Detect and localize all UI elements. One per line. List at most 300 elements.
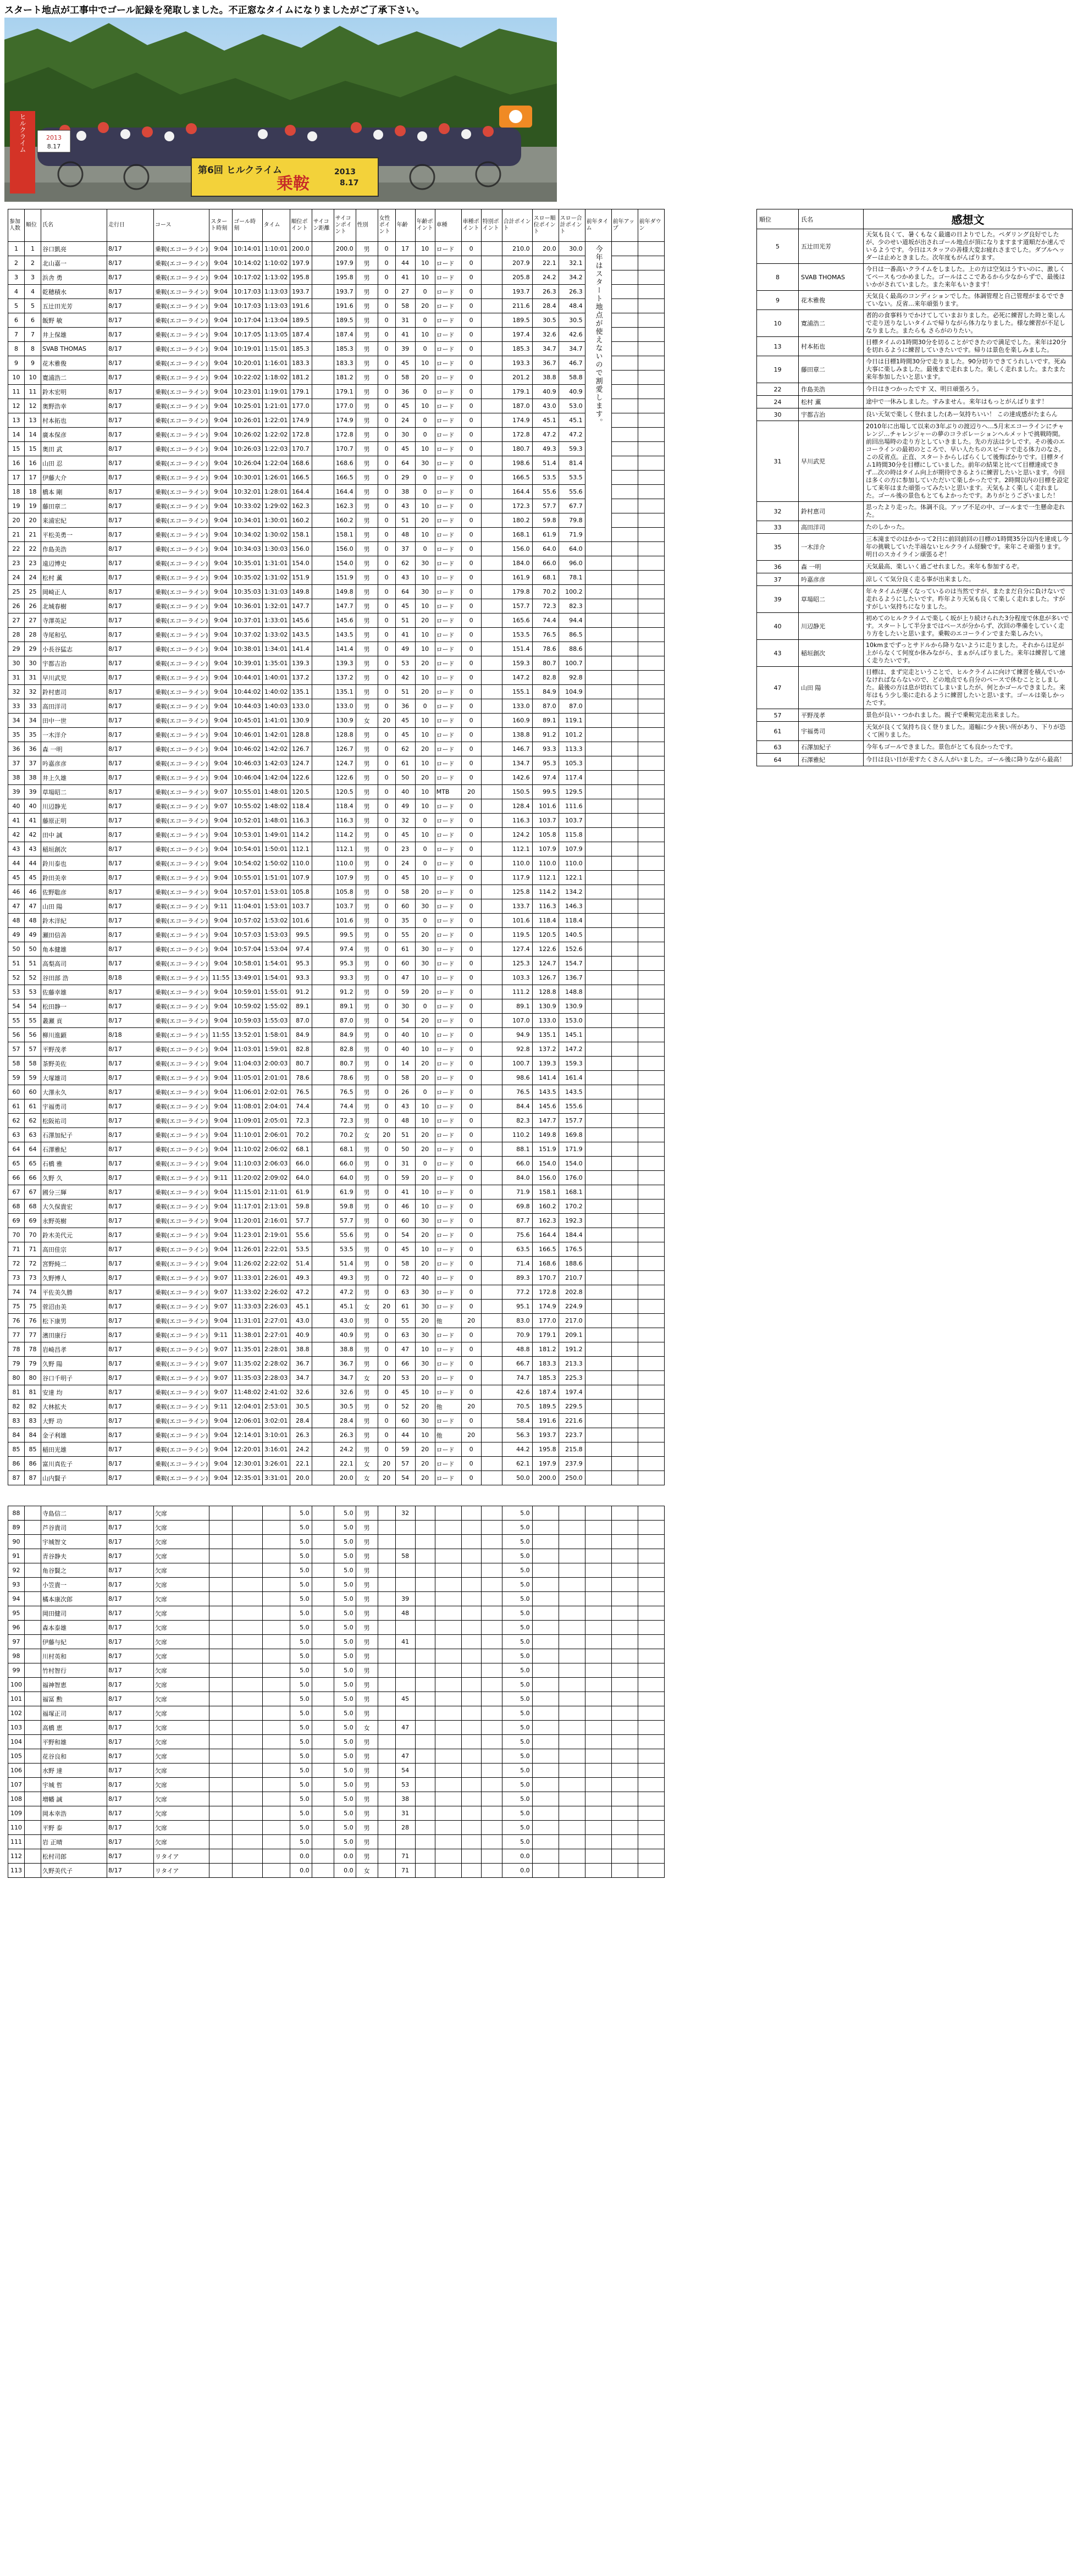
result-cell [585,1749,611,1764]
result-cell: 80.7 [334,1057,356,1071]
result-cell [262,1678,290,1692]
result-cell: 水野 達 [41,1764,107,1778]
result-cell: 195.8 [290,270,312,285]
result-cell [378,1864,395,1878]
result-cell [481,856,502,871]
result-cell [611,1142,638,1157]
result-cell: 41 [395,628,415,642]
result-cell: 8/17 [107,1271,154,1285]
result-cell [481,1506,502,1521]
result-cell [638,1506,664,1521]
result-cell [585,685,611,699]
result-cell [25,1749,41,1764]
result-cell [395,1706,415,1721]
result-cell [312,671,334,685]
result-cell [312,1414,334,1428]
result-cell: 40.9 [532,385,559,399]
result-cell: 男 [356,399,378,413]
result-cell: 71.9 [502,1185,532,1199]
result-cell: 9:04 [209,1114,233,1128]
result-cell: 0 [378,1071,395,1085]
result-cell: 64 [395,585,415,599]
result-cell [638,928,664,942]
result-cell: 乗鞍(エコーライン) [154,1199,209,1214]
result-cell [481,456,502,471]
result-cell [312,1357,334,1371]
result-cell [611,1778,638,1792]
result-cell: 20 [378,1300,395,1314]
result-cell: 8/17 [107,1157,154,1171]
result-cell: 168.6 [290,456,312,471]
result-cell: 24.2 [532,270,559,285]
result-cell [262,1606,290,1621]
result-cell: 0 [378,971,395,985]
result-cell: 30 [415,1328,435,1342]
result-cell: 1:40:02 [262,685,290,699]
result-cell: 59 [25,1071,41,1085]
result-cell: 9:04 [209,856,233,871]
result-cell [638,456,664,471]
result-cell: 133.0 [334,699,356,714]
result-cell: 51.4 [532,456,559,471]
result-row [8,999,665,1014]
result-cell: 101.2 [559,728,585,742]
result-cell: ロード [435,1357,461,1371]
result-cell [532,1735,559,1749]
result-cell: 100.7 [559,656,585,671]
result-cell: 41 [25,814,41,828]
result-cell [638,1214,664,1228]
result-cell [638,914,664,928]
comment-name: 一木洋介 [799,534,864,561]
result-cell: 9:04 [209,628,233,642]
result-cell: 20 [415,1400,435,1414]
header-cell: 順位ポイント [290,209,312,242]
result-cell: 5.0 [290,1764,312,1778]
result-cell [461,1849,481,1864]
result-cell: 109 [8,1806,25,1821]
result-cell: 11 [25,385,41,399]
result-cell [481,1242,502,1257]
result-cell: 2:22:02 [262,1257,290,1271]
result-cell: 130.9 [559,999,585,1014]
result-cell [638,485,664,499]
result-cell: 9:04 [209,285,233,299]
result-cell: 36.7 [290,1357,312,1371]
result-cell [233,1521,262,1535]
result-cell: 1:51:01 [262,871,290,885]
result-cell [461,1635,481,1649]
result-cell [611,1835,638,1849]
result-cell: 76.5 [502,1085,532,1099]
result-cell: 5.0 [502,1621,532,1635]
result-cell: 68 [25,1199,41,1214]
result-cell: 17 [8,471,25,485]
result-cell: 北山嘉一 [41,256,107,270]
result-cell [378,1764,395,1778]
result-cell: 39 [8,785,25,799]
result-cell [25,1735,41,1749]
result-cell: 男 [356,1085,378,1099]
result-cell [481,556,502,571]
result-cell: 乗鞍(エコーライン) [154,1142,209,1157]
result-cell: 0 [378,1057,395,1071]
result-cell: 53.0 [559,399,585,413]
result-cell: 男 [356,1606,378,1621]
result-cell: 男 [356,1442,378,1457]
result-cell: 0 [461,1371,481,1385]
result-cell [481,542,502,556]
result-cell: 10:37:02 [233,628,262,642]
result-cell: 59 [395,1171,415,1185]
result-cell: 0 [461,1471,481,1485]
result-cell: 0 [378,828,395,842]
result-row [8,1300,665,1314]
result-cell [481,342,502,356]
result-cell [611,1042,638,1057]
result-cell: 205.8 [502,270,532,285]
result-cell [585,1085,611,1099]
header-cell: サイコンポイント [334,209,356,242]
result-cell: 欠席 [154,1621,209,1635]
result-cell: 10 [415,1114,435,1128]
result-cell [585,1171,611,1185]
result-cell [209,1749,233,1764]
result-cell: 2:28:02 [262,1357,290,1371]
result-cell: 乗鞍(エコーライン) [154,656,209,671]
result-cell: 20 [415,1128,435,1142]
result-cell: 174.9 [290,413,312,428]
result-cell: 乗鞍(エコーライン) [154,1457,209,1471]
result-cell: 34.7 [290,1371,312,1385]
result-cell: 30 [415,1300,435,1314]
result-cell [638,1357,664,1371]
result-cell: 5.0 [334,1778,356,1792]
result-cell: 5.0 [334,1692,356,1706]
result-cell [312,499,334,513]
result-cell: ロード [435,342,461,356]
result-cell: 10 [415,671,435,685]
result-cell [312,1621,334,1635]
result-cell: 166.5 [334,471,356,485]
result-cell: 8/17 [107,828,154,842]
result-cell: 欠席 [154,1678,209,1692]
result-cell: 宇城智文 [41,1535,107,1549]
result-cell [611,1506,638,1521]
result-cell [638,1371,664,1385]
result-cell: 1:53:01 [262,885,290,899]
result-cell [312,1457,334,1471]
result-cell: 鈴木美代元 [41,1228,107,1242]
result-cell: 男 [356,1185,378,1199]
result-cell [415,1792,435,1806]
result-cell: 0 [378,385,395,399]
result-cell: 8/17 [107,1663,154,1678]
result-cell: 寺島信二 [41,1506,107,1521]
result-cell [233,1506,262,1521]
result-cell: ロード [435,471,461,485]
result-cell [585,642,611,656]
comment-row [757,709,1073,722]
result-cell [378,1678,395,1692]
result-cell: 66.7 [502,1357,532,1371]
result-cell: 8/17 [107,1385,154,1400]
result-cell: 210.7 [559,1271,585,1285]
result-row [8,1214,665,1228]
result-cell: 103 [8,1721,25,1735]
result-cell: 高梨高司 [41,957,107,971]
result-cell: 162.3 [334,499,356,513]
result-cell: 男 [356,242,378,256]
result-cell: 27 [25,613,41,628]
result-cell: 127.4 [502,942,532,957]
result-cell: 93.3 [334,971,356,985]
result-cell: 24.2 [334,1442,356,1457]
result-cell: 26.3 [532,285,559,299]
result-cell: 欠席 [154,1806,209,1821]
result-cell: 0 [461,1214,481,1228]
result-cell: 男 [356,971,378,985]
result-cell [611,1578,638,1592]
result-cell: 男 [356,871,378,885]
result-cell [312,285,334,299]
result-cell: 134.7 [502,756,532,771]
result-cell: 吟嘉彦彦 [41,756,107,771]
header-cell: 車種 [435,209,461,242]
result-cell: 8/17 [107,1185,154,1199]
result-cell: 井上久雄 [41,771,107,785]
result-cell: 0 [378,1328,395,1342]
result-cell [481,1549,502,1563]
comment-name: 宇都吉治 [799,408,864,421]
result-cell [461,1535,481,1549]
result-cell: 170.2 [559,1199,585,1214]
result-cell: 71.4 [502,1257,532,1271]
comment-row [757,383,1073,396]
result-cell: 0 [378,785,395,799]
result-cell: 男 [356,485,378,499]
result-cell: 5.0 [502,1792,532,1806]
result-cell: 谷田部 浩 [41,971,107,985]
result-cell: 男 [356,1735,378,1749]
result-cell: 山内賢子 [41,1471,107,1485]
result-cell [312,1806,334,1821]
result-cell [638,642,664,656]
group-photo-illustration [4,18,557,202]
result-cell: 男 [356,1314,378,1328]
result-cell: 61.9 [334,1185,356,1199]
result-cell: 1:22:02 [262,428,290,442]
result-cell: 0 [461,1328,481,1342]
result-cell [481,899,502,914]
result-cell: ロード [435,371,461,385]
result-cell: ロード [435,999,461,1014]
result-cell: 0 [415,385,435,399]
absent-row [8,1806,665,1821]
result-cell: ロード [435,871,461,885]
header-cell: 性別 [356,209,378,242]
result-cell [209,1821,233,1835]
result-cell: 0 [378,428,395,442]
result-cell: 小笠貴一 [41,1578,107,1592]
result-cell: 20 [378,714,395,728]
comment-rank: 61 [757,722,799,741]
comment-text: 10kmまでずっとサドルから降りないように走りました。それからは足が上がらなくて何度か休みながら、まぁがんばりました。来年は練習して速く走りたいです。 [864,640,1073,667]
result-cell: 9:04 [209,1242,233,1257]
result-cell: 1:13:05 [262,328,290,342]
comment-name: 石澤雅紀 [799,754,864,766]
result-cell [585,1721,611,1735]
result-cell [233,1735,262,1749]
result-cell: 8/17 [107,1606,154,1621]
comment-text: 途中で一休みしました。すみません。来年はもっとがんばります！ [864,396,1073,408]
result-cell [481,413,502,428]
result-cell [585,914,611,928]
result-cell: 43.0 [334,1314,356,1328]
result-cell: 5 [8,299,25,313]
result-cell: 川辺静光 [41,799,107,814]
result-cell [209,1764,233,1778]
result-cell: 松田静一 [41,999,107,1014]
result-cell: 145.6 [290,613,312,628]
result-cell [209,1806,233,1821]
result-cell: 男 [356,771,378,785]
result-cell: 男 [356,1649,378,1663]
result-cell: 男 [356,1157,378,1171]
result-cell [585,1357,611,1371]
result-cell [611,985,638,999]
result-row [8,714,665,728]
result-row [8,513,665,528]
result-cell: 9:04 [209,456,233,471]
result-cell [532,1506,559,1521]
result-row [8,1157,665,1171]
result-cell: 岡田健司 [41,1606,107,1621]
result-cell [481,1014,502,1028]
result-cell: 10:22:02 [233,371,262,385]
result-cell: 欠席 [154,1835,209,1849]
result-cell: 32.6 [290,1385,312,1400]
result-cell [559,1549,585,1563]
result-cell: 88.1 [502,1142,532,1157]
result-cell: 男 [356,1678,378,1692]
result-cell: 乗鞍(エコーライン) [154,814,209,828]
result-cell: 川村英和 [41,1649,107,1663]
result-cell: 8/17 [107,242,154,256]
result-cell: 0 [378,1042,395,1057]
result-cell [611,714,638,728]
result-cell: 8/17 [107,1749,154,1764]
result-cell: ロード [435,1057,461,1071]
result-cell [312,513,334,528]
result-cell: 0 [378,585,395,599]
result-cell [378,1549,395,1563]
header-cell: 走行日 [107,209,154,242]
result-cell: 64.0 [532,542,559,556]
result-cell: 76 [8,1314,25,1328]
result-cell: 9:04 [209,699,233,714]
result-cell: 5.0 [334,1506,356,1521]
result-cell: 111.6 [559,799,585,814]
result-cell: 5.0 [334,1563,356,1578]
result-cell [481,1721,502,1735]
result-cell: 5.0 [502,1821,532,1835]
result-cell [638,885,664,899]
result-cell [415,1635,435,1649]
result-cell: 男 [356,1521,378,1535]
result-cell: 40 [395,1028,415,1042]
result-cell [585,1242,611,1257]
result-cell: 0 [415,428,435,442]
result-cell: 11:26:01 [233,1242,262,1257]
result-cell [312,1792,334,1806]
result-cell: 乗鞍(エコーライン) [154,785,209,799]
result-cell: 乗鞍(エコーライン) [154,428,209,442]
result-cell: 2:11:01 [262,1185,290,1199]
result-cell: 51 [395,613,415,628]
result-cell [481,1678,502,1692]
result-cell: ロード [435,1042,461,1057]
result-cell: 8/17 [107,1621,154,1635]
result-cell: 84 [25,1428,41,1442]
result-cell: 149.8 [532,1128,559,1142]
result-cell: 福神智恵 [41,1678,107,1692]
result-cell: 147.2 [559,1042,585,1057]
result-cell [559,1606,585,1621]
result-cell [481,299,502,313]
result-cell [611,828,638,842]
result-cell [481,1706,502,1721]
result-cell: 0 [378,499,395,513]
result-cell [481,828,502,842]
result-cell: 141.4 [334,642,356,656]
result-cell: 男 [356,1042,378,1057]
result-cell: 1:53:02 [262,914,290,928]
result-cell: 70 [25,1228,41,1242]
comment-row [757,521,1073,534]
result-cell [312,442,334,456]
result-cell [312,1400,334,1414]
result-cell [585,1400,611,1414]
result-row [8,485,665,499]
result-cell: 9:04 [209,656,233,671]
result-cell: 23 [395,842,415,856]
result-cell: 191.6 [334,299,356,313]
result-cell: 54 [395,1228,415,1242]
result-cell: 男 [356,1400,378,1414]
result-cell: 78.6 [532,642,559,656]
result-cell: 33 [25,699,41,714]
result-cell [312,971,334,985]
result-cell: 0 [461,1085,481,1099]
result-cell: 89.1 [502,999,532,1014]
result-cell: 0 [415,285,435,299]
result-cell: 男 [356,1271,378,1285]
result-cell: 61 [25,1099,41,1114]
result-cell [481,671,502,685]
result-cell: 9:07 [209,1385,233,1400]
result-cell: 174.9 [532,1300,559,1314]
result-cell: 8/17 [107,785,154,799]
result-cell: 0 [461,428,481,442]
result-cell: 男 [356,842,378,856]
result-cell [638,699,664,714]
result-cell [611,957,638,971]
result-cell [209,1663,233,1678]
result-cell: 他 [435,1314,461,1328]
result-row [8,914,665,928]
result-cell: 68 [8,1199,25,1214]
